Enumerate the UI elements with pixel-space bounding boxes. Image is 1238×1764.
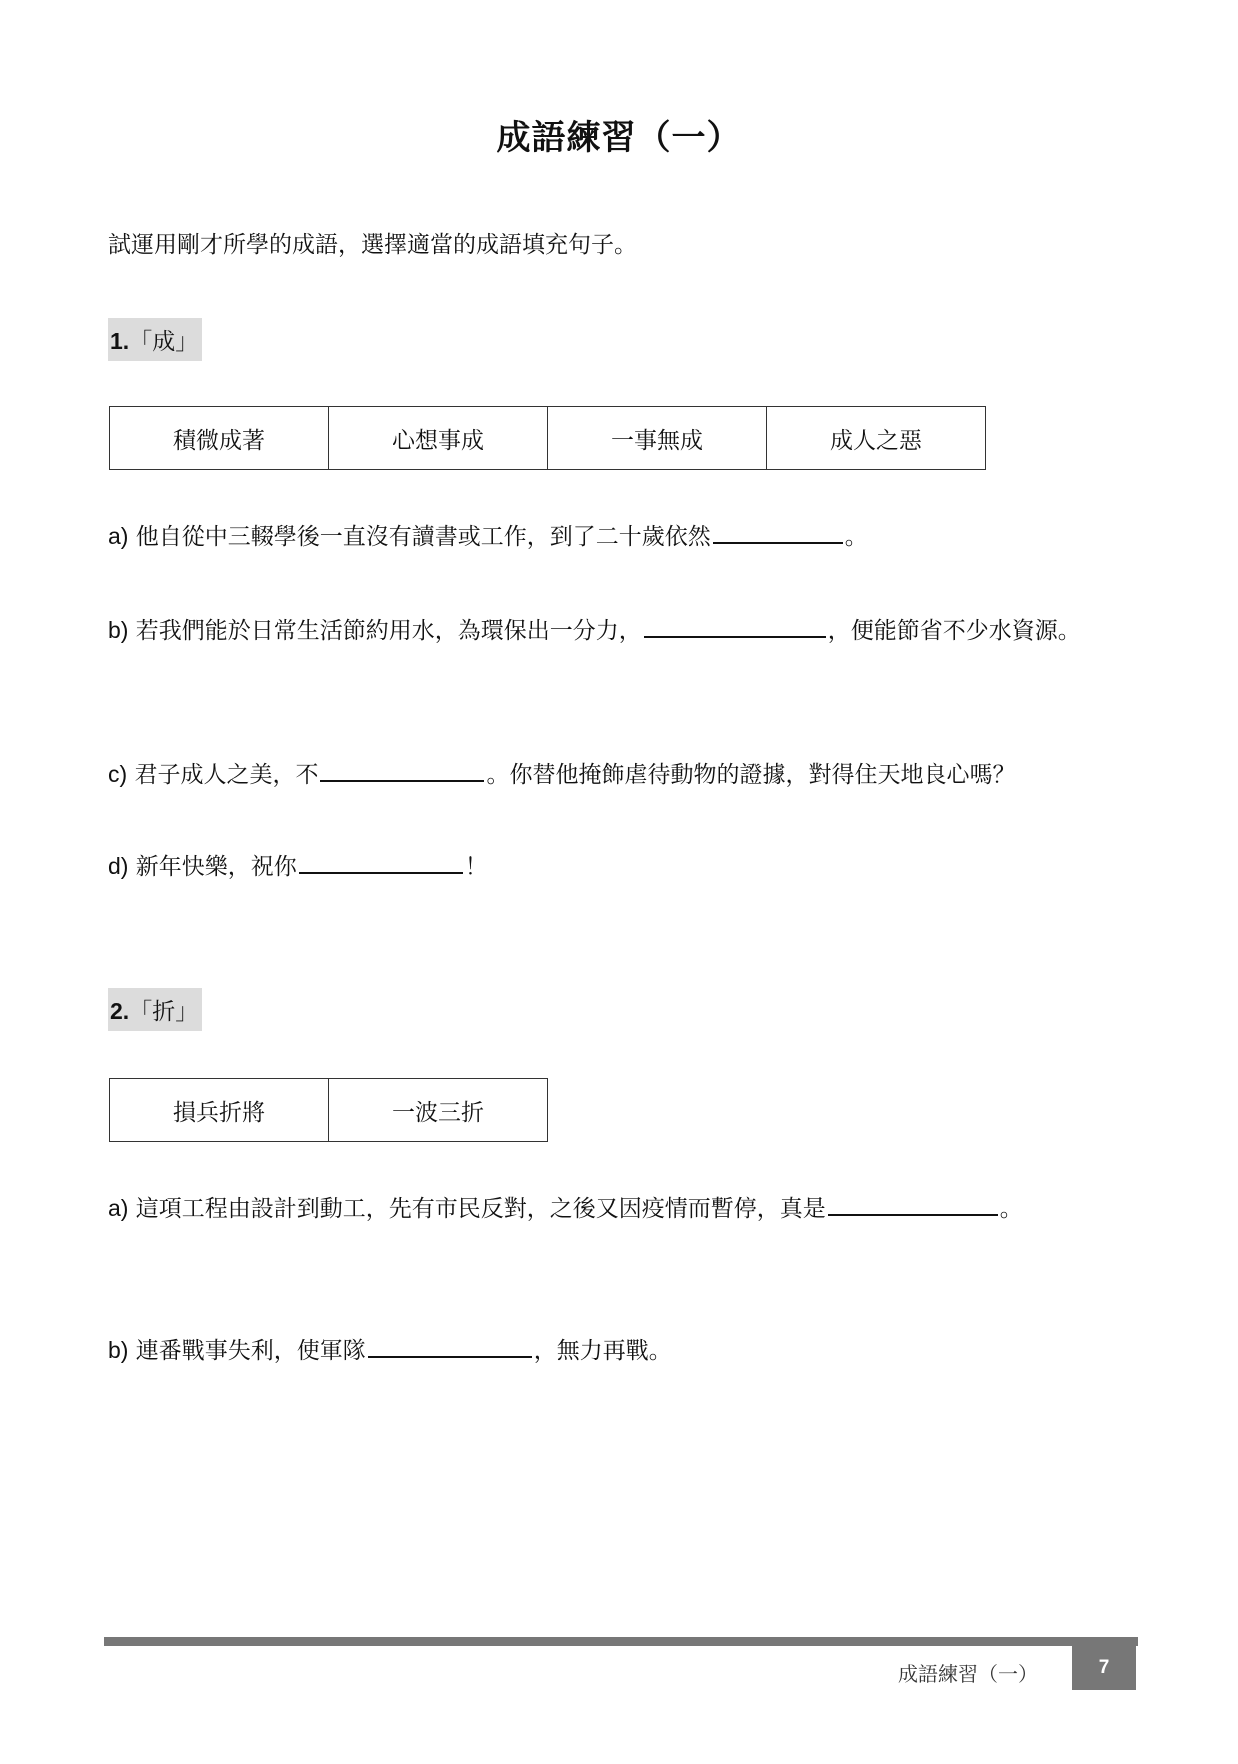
question-text: 這項工程由設計到動工，先有市民反對，之後又因疫情而暫停，真是 (135, 1196, 826, 1222)
section-number: 1. (110, 328, 130, 354)
footer-divider (104, 1637, 1138, 1646)
question-1a (108, 512, 1118, 561)
idiom-option: 損兵折將 (110, 1079, 329, 1142)
idiom-option: 積微成著 (110, 407, 329, 470)
instruction-text: 試運用剛才所學的成語，選擇適當的成語填充句子。 (108, 232, 637, 258)
question-text-end: ！ (464, 854, 488, 880)
idiom-option: 成人之惡 (767, 407, 986, 470)
answer-blank[interactable] (828, 1190, 998, 1216)
section-character: 「折」 (129, 999, 199, 1025)
section-character: 「成」 (129, 329, 199, 355)
question-label: b) (108, 1337, 129, 1363)
question-text-end: ，便能節省不少水資源。 (827, 618, 1081, 644)
question-text-end: ，無力再戰。 (533, 1338, 672, 1364)
question-label: a) (108, 1195, 129, 1221)
question-2a (108, 1184, 1118, 1233)
section-number: 2. (110, 998, 130, 1024)
idiom-table-1 (109, 406, 986, 470)
answer-blank[interactable] (713, 518, 843, 544)
idiom-table-2 (109, 1078, 548, 1142)
question-label: b) (108, 617, 129, 643)
page-title: 成語練習（一） (496, 118, 742, 158)
question-label: d) (108, 853, 129, 879)
answer-blank[interactable] (644, 612, 826, 638)
footer-title: 成語練習（一） (898, 1662, 1038, 1686)
question-text-end: 。 (999, 1196, 1023, 1222)
answer-blank[interactable] (299, 848, 463, 874)
question-text: 若我們能於日常生活節約用水，為環保出一分力， (135, 618, 642, 644)
question-text-end: 。 (844, 524, 868, 550)
answer-blank[interactable] (320, 756, 484, 782)
section-heading-2 (108, 988, 202, 1031)
page-number: 7 (1072, 1646, 1136, 1690)
question-label: c) (108, 761, 128, 787)
question-text: 他自從中三輟學後一直沒有讀書或工作，到了二十歲依然 (135, 524, 711, 550)
question-text: 君子成人之美，不 (134, 762, 319, 788)
question-1d (108, 842, 1118, 891)
question-1b (108, 606, 1118, 655)
question-1c (108, 750, 1118, 799)
answer-blank[interactable] (368, 1332, 532, 1358)
question-text-end: 。你替他掩飾虐待動物的證據，對得住天地良心嗎？ (486, 762, 1016, 788)
question-text: 新年快樂，祝你 (135, 854, 297, 880)
question-2b (108, 1326, 1118, 1375)
idiom-option: 一事無成 (548, 407, 767, 470)
section-heading-1 (108, 318, 202, 361)
idiom-option: 一波三折 (329, 1079, 548, 1142)
idiom-option: 心想事成 (329, 407, 548, 470)
question-label: a) (108, 523, 129, 549)
question-text: 連番戰事失利，使軍隊 (135, 1338, 366, 1364)
